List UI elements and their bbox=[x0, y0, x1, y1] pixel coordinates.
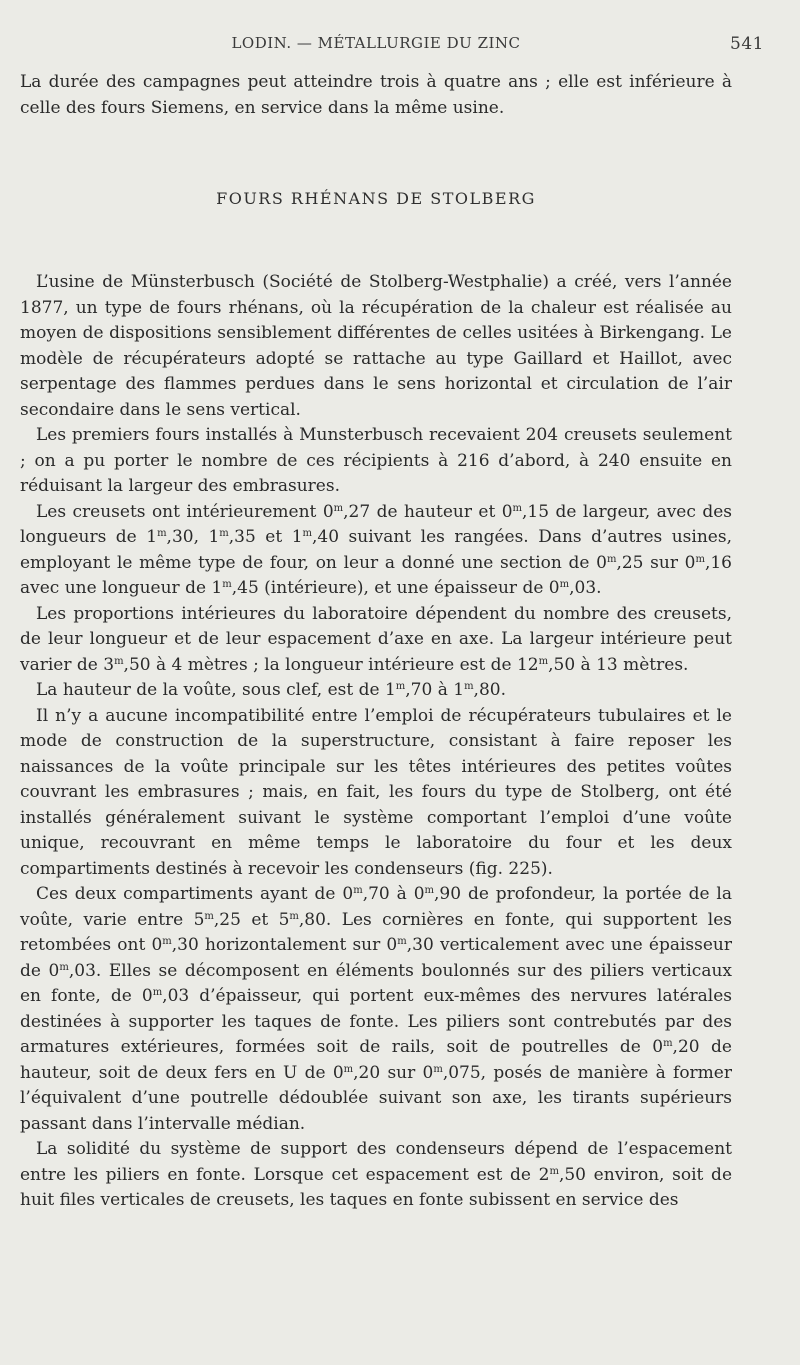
paragraph-3: Les creusets ont intérieurement 0$^m$,27 de hauteur et 0$^m$,15 de largeur, avec des longueurs de 1$^m$,30, 1$^m$,35 et 1$^m$,40 suivant les rangées. Dans d’autres usines, employant le même type de four, on leur a donné une section de 0$^m$,25 sur 0$^m$,16 avec une longueur de 1$^m$,45 (intérieure), et une épaisseur de 0$^m$,03. bbox=[20, 501, 732, 598]
page-number: 541 bbox=[730, 34, 764, 54]
paragraph-4: Les proportions intérieures du laboratoire dépendent du nombre des creusets, de leur longueur et de leur espacement d’axe en axe. La largeur intérieure peut varier de 3$^m$,50 à 4 mètres ; la longueur intérieure est de 12$^m$,50 à 13 mètres. bbox=[20, 603, 732, 675]
paragraph-6: Il n’y a aucune incompatibilité entre l’emploi de récupérateurs tubulaires et le mode de construction de la superstructure, consistant à faire reposer les naissances de la voûte principale sur les têtes intérieures des petites voûtes couvrant les embrasures ; mais, en fait, les fours du type de Stolberg, ont été installés généralement suivant le système comportant l’emploi d’une voûte unique, recouvrant en même temps le laboratoire du four et les deux compartiments destinés à recevoir les condenseurs (fig. 225). bbox=[20, 705, 732, 879]
section-heading: FOURS RHÉNANS DE STOLBERG bbox=[216, 189, 536, 208]
intro-paragraph: La durée des campagnes peut atteindre trois à quatre ans ; elle est inférieure à celle des fours Siemens, en service dans la même usine. bbox=[20, 72, 732, 118]
paragraph-8: La solidité du système de support des condenseurs dépend de l’espacement entre les piliers en fonte. Lorsque cet espacement est de 2$^m$,50 environ, soit de huit files verticales de creusets, les taques en fonte subissent en service des bbox=[20, 1139, 733, 1210]
paragraph-5: La hauteur de la voûte, sous clef, est de 1$^m$,70 à 1$^m$,80. bbox=[36, 680, 506, 700]
paragraph-7: Ces deux compartiments ayant de 0$^m$,70 à 0$^m$,90 de profondeur, la portée de la voûte, varie entre 5$^m$,25 et 5$^m$,80. Les cornières en fonte, qui supportent les retombées ont 0$^m$,30 horizontalement sur 0$^m$,30 verticalement avec une épaisseur de 0$^m$,03. Elles se décomposent en éléments boulonnés sur des piliers verticaux en fonte, de 0$^m$,03 d’épaisseur, qui portent eux-mêmes des nervures latérales destinées à supporter les taques de fonte. Les piliers sont contrebutés par des armatures extérieures, formées soit de rails, soit de poutrelles de 0$^m$,20 de hauteur, soit de deux fers en U de 0$^m$,20 sur 0$^m$,075, posés de manière à former l’équivalent d’une poutrelle dédoublée suivant son axe, les tirants supérieurs passant dans l’intervalle médian. bbox=[20, 884, 733, 1134]
running-header bbox=[20, 34, 764, 62]
paragraph-2: Les premiers fours installés à Munsterbusch recevaient 204 creusets seulement ; on a pu porter le nombre de ces récipients à 216 d’abord, à 240 ensuite en réduisant la largeur des embrasures. bbox=[20, 425, 732, 496]
header-title: LODIN. — MÉTALLURGIE DU ZINC bbox=[231, 34, 521, 52]
paragraph-1: L’usine de Münsterbusch (Société de Stolberg-Westphalie) a créé, vers l’année 1877, un type de fours rhénans, où la récupération de la chaleur est réalisée au moyen de dispositions sensiblement différentes de celles usitées à Birkengang. Le modèle de récupérateurs adopté se rattache au type Gaillard et Haillot, avec serpentage des flammes perdues dans le sens horizontal et circulation de l’air secondaire dans le sens vertical. bbox=[20, 272, 732, 420]
